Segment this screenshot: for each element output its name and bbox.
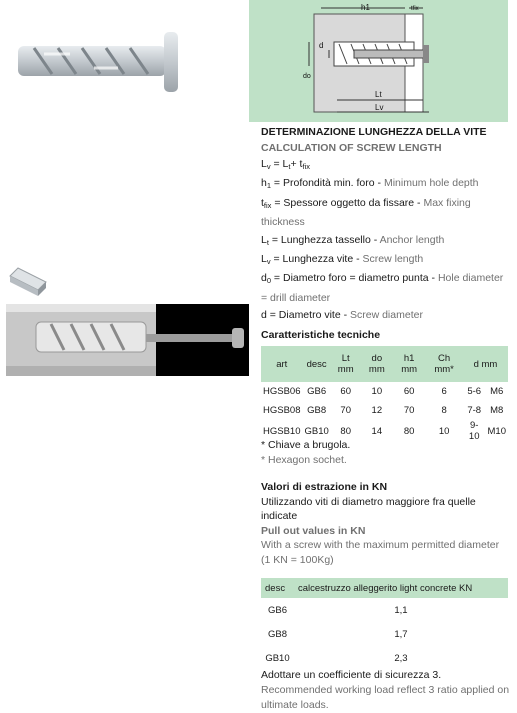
col-h1: h1 mm — [393, 346, 425, 382]
table-cell: 9-10 — [468, 420, 480, 442]
label-d: d — [319, 41, 324, 50]
pull-title-it: Valori di estrazione in KN — [261, 481, 388, 493]
table-cell: 8 — [441, 405, 447, 416]
table-cell: 1,1 — [394, 604, 408, 616]
table-cell: GB10 — [265, 652, 290, 664]
spec-text — [261, 124, 508, 359]
table-cell: M8 — [490, 405, 504, 416]
table-cell: 10 — [371, 386, 383, 397]
table-cell: 80 — [340, 425, 351, 437]
col-desc: desc — [261, 578, 294, 598]
heading-it: DETERMINAZIONE LUNGHEZZA DELLA VITE — [261, 126, 487, 138]
table-cell: HGSB06 — [263, 386, 301, 397]
technical-data-table — [261, 346, 508, 442]
table-row — [261, 401, 508, 420]
table-cell: GB10 — [304, 425, 329, 437]
col-lt: Lt mm — [331, 346, 361, 382]
table-cell: 80 — [403, 425, 415, 437]
safety-it: Adottare un coefficiente di sicurezza 3. — [261, 669, 442, 681]
pull-out-table — [261, 578, 508, 670]
definition-item: $t_{fix}$ = Spessore oggetto da fissare - Max fixing thickness — [261, 196, 471, 229]
formula: $L_v = L_t+ t_{fix}$ — [261, 158, 310, 171]
anchor-plug-image — [14, 28, 186, 96]
pull-text-en: With a screw with the maximum permitted diameter (1 KN = 100Kg) — [261, 539, 500, 566]
table-cell: 10 — [438, 425, 450, 437]
table-cell: M6 — [490, 386, 504, 397]
definitions-list — [261, 175, 508, 326]
table-cell: 14 — [371, 425, 383, 437]
definition-item: $h_1$ = Profondità min. foro - Minimum hole depth — [261, 177, 479, 191]
note-it: * Chiave a brugola. — [261, 439, 351, 451]
note-en: * Hexagon sochet. — [261, 454, 347, 466]
definition-item: $d_0$ = Diametro foro = diametro punta - Hole diameter = drill diameter — [261, 272, 504, 304]
table-cell: 2,3 — [394, 652, 408, 664]
col-desc: desc — [303, 346, 331, 382]
table-cell: GB8 — [307, 405, 327, 416]
table-row — [261, 622, 508, 646]
label-do: do — [303, 73, 311, 80]
table-cell: 70 — [340, 405, 351, 416]
label-lv: Lv — [375, 103, 384, 112]
table-cell: GB6 — [267, 604, 287, 616]
table-cell: 7-8 — [467, 405, 482, 416]
label-h1: h1 — [361, 3, 370, 12]
table-cell: 60 — [340, 386, 351, 397]
table-row — [261, 382, 508, 401]
definition-item: $L_t$ = Lunghezza tassello - Anchor length — [261, 233, 445, 247]
tech-heading-it: Caratteristiche tecniche — [261, 328, 381, 341]
technical-drawing — [249, 0, 508, 122]
col-do: do mm — [361, 346, 393, 382]
col-d: d mm — [463, 346, 508, 382]
table-cell: 1,7 — [394, 628, 408, 640]
safety-en: Recommended working load reflect 3 ratio applied on ultimate loads. — [261, 684, 510, 711]
pull-out-section — [261, 480, 508, 567]
definition-item: $L_v$ = Lunghezza vite - Screw length — [261, 253, 424, 267]
col-ch: Ch mm* — [425, 346, 463, 382]
table-cell: M10 — [487, 425, 506, 437]
table-cell: 70 — [403, 405, 415, 416]
installed-anchor-photo — [6, 304, 249, 376]
table-row — [261, 598, 508, 622]
definition-item: d = Diametro vite - Screw diameter — [261, 309, 423, 322]
pull-title-en: Pull out values in KN — [261, 524, 366, 537]
col-light-concrete: calcestruzzo alleggerito light concrete KN — [294, 578, 508, 598]
table-cell: 60 — [403, 386, 415, 397]
table-cell: HGSB10 — [263, 425, 301, 437]
table-row — [261, 646, 508, 670]
table-cell: 5-6 — [467, 386, 482, 397]
table-cell: HGSB08 — [263, 405, 301, 416]
table-cell: 12 — [371, 405, 383, 416]
spacer-image — [8, 260, 48, 298]
table-cell: 6 — [441, 386, 447, 397]
table-cell: GB6 — [307, 386, 327, 397]
label-tfix: tfix — [411, 6, 419, 12]
label-lt: Lt — [375, 90, 382, 99]
table-cell: GB8 — [267, 628, 287, 640]
col-art: art — [261, 346, 303, 382]
pull-text-it: Utilizzando viti di diametro maggiore fra quelle indicate — [261, 495, 476, 522]
heading-en: CALCULATION OF SCREW LENGTH — [261, 142, 442, 154]
